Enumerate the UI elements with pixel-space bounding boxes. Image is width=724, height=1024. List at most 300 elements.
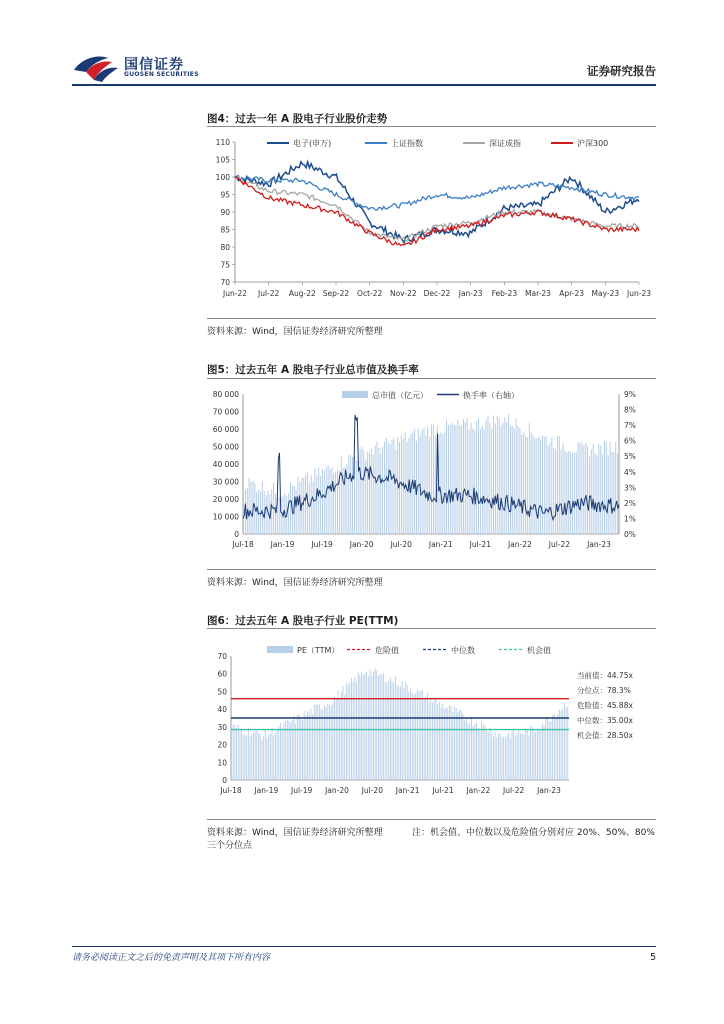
fig5-title: 图5：过去五年 A 股电子行业总市值及换手率 [207, 364, 419, 376]
logo-text-cn: 国信证券 [124, 57, 184, 73]
legend-label-ref-3: 机会值 [527, 646, 551, 655]
x-tick-label: Jul-20 [361, 786, 383, 795]
mkt-cap-bar [574, 453, 575, 534]
pe-bar [544, 725, 545, 780]
pe-bar [392, 681, 393, 780]
mkt-cap-bar [328, 465, 329, 534]
pe-bar [564, 703, 565, 780]
pe-bar [358, 673, 359, 780]
pe-bar [556, 717, 557, 780]
pe-bar [241, 729, 242, 780]
pe-bar [260, 734, 261, 780]
mkt-cap-bar [540, 440, 541, 534]
pe-bar [491, 734, 492, 780]
mkt-cap-bar [531, 432, 532, 535]
pe-bar [387, 683, 388, 780]
pe-bar [233, 725, 234, 781]
mkt-cap-bar [534, 438, 535, 534]
legend-label-1: 电子(申万) [293, 139, 332, 148]
fig5-bottom-rule [207, 569, 656, 570]
mkt-cap-bar [367, 452, 368, 534]
pe-bar [449, 705, 450, 780]
fig6-note: 注：机会值、中位数以及危险值分别对应 20%、50%、80% [412, 828, 655, 838]
pe-bar [373, 672, 374, 780]
mkt-cap-bar [510, 426, 511, 534]
mkt-cap-bar [472, 428, 473, 534]
mkt-cap-bar [275, 494, 276, 534]
mkt-cap-bar [341, 457, 342, 534]
pe-bar [339, 698, 340, 780]
pe-bar [483, 724, 484, 780]
y-tick-label: 30 [217, 722, 227, 732]
page-number: 5 [649, 952, 656, 963]
mkt-cap-bar [474, 430, 475, 534]
pe-bar [304, 711, 305, 780]
mkt-cap-bar [350, 455, 351, 534]
mkt-cap-bar [455, 426, 456, 535]
mkt-cap-bar [504, 417, 505, 534]
mkt-cap-bar [459, 426, 460, 534]
pe-bar [557, 714, 558, 780]
pe-bar [459, 710, 460, 780]
pe-bar [412, 693, 413, 780]
pe-bar [518, 731, 519, 781]
y2-tick-label: 3% [624, 483, 636, 493]
mkt-cap-bar [508, 414, 509, 534]
mkt-cap-bar [279, 497, 280, 534]
mkt-cap-bar [600, 446, 601, 535]
pe-bar [253, 732, 254, 780]
pe-bar [505, 737, 506, 780]
pe-bar [498, 734, 499, 781]
pe-bar [238, 725, 239, 780]
y2-tick-label: 2% [624, 498, 636, 508]
mkt-cap-bar [602, 454, 603, 534]
pe-bar [312, 714, 313, 780]
mkt-cap-bar [527, 437, 528, 534]
x-tick-label: Jul-19 [291, 786, 313, 795]
pe-bar [267, 738, 268, 780]
pe-bar [510, 739, 511, 780]
mkt-cap-bar [612, 452, 613, 534]
mkt-cap-bar [320, 476, 321, 534]
y-tick-label: 50 000 [212, 442, 239, 452]
mkt-cap-bar [544, 437, 545, 534]
pe-bar [295, 724, 296, 780]
mkt-cap-bar [572, 453, 573, 535]
pe-bar [349, 682, 350, 780]
x-tick-label: Nov-22 [389, 289, 417, 298]
mkt-cap-bar [478, 419, 479, 535]
pe-bar [316, 704, 317, 780]
pe-bar [501, 737, 502, 780]
mkt-cap-bar [491, 429, 492, 534]
mkt-cap-bar [585, 443, 586, 534]
pe-bar [512, 732, 513, 780]
pe-bar [458, 712, 459, 780]
pe-bar [415, 693, 416, 780]
pe-bar [272, 728, 273, 780]
mkt-cap-bar [495, 423, 496, 534]
pe-bar [356, 683, 357, 780]
mkt-cap-bar [378, 448, 379, 534]
pe-bar [463, 714, 464, 780]
mkt-cap-bar [546, 436, 547, 534]
x-tick-label: Jul-22 [503, 786, 525, 795]
y-tick-label: 70 [220, 278, 230, 287]
y-tick-label: 75 [220, 260, 230, 270]
pe-bar [294, 716, 295, 780]
x-tick-label: Jul-21 [432, 786, 454, 795]
x-tick-label: Jul-20 [390, 540, 412, 549]
pe-bar [554, 714, 555, 780]
mkt-cap-bar [440, 432, 441, 534]
mkt-cap-bar [446, 420, 447, 534]
mkt-cap-bar [595, 453, 596, 534]
pe-bar [275, 733, 276, 780]
mkt-cap-bar [608, 455, 609, 534]
y-tick-label: 80 [220, 243, 230, 252]
pe-bar [248, 728, 249, 780]
pe-bar [370, 670, 371, 780]
pe-bar [261, 740, 262, 780]
pe-bar [324, 706, 325, 781]
fig5-source: 资料来源：Wind，国信证券经济研究所整理 [207, 578, 383, 588]
fig4-top-rule [207, 126, 656, 127]
mkt-cap-bar [482, 426, 483, 534]
pe-bar [562, 709, 563, 780]
mkt-cap-bar [610, 442, 611, 534]
y-tick-label: 40 000 [212, 460, 239, 469]
pe-bar [280, 723, 281, 780]
fig5-top-rule [207, 378, 656, 379]
mkt-cap-bar [617, 453, 618, 534]
fig6-bottom-rule [207, 819, 656, 820]
y-tick-label: 60 [217, 669, 227, 679]
pe-bar [444, 709, 445, 780]
y-tick-label: 10 [217, 758, 227, 768]
y2-tick-label: 6% [624, 436, 636, 446]
mkt-cap-bar [493, 416, 494, 535]
x-tick-label: Jan-21 [395, 786, 420, 795]
mkt-cap-bar [589, 457, 590, 534]
mkt-cap-bar [519, 428, 520, 534]
mkt-cap-bar [606, 442, 607, 534]
mkt-cap-bar [324, 471, 325, 535]
mkt-cap-bar [580, 443, 581, 534]
pe-bar [403, 688, 404, 780]
pe-bar [307, 711, 308, 780]
pe-bar [481, 723, 482, 781]
mkt-cap-bar [555, 449, 556, 534]
pe-bar [353, 682, 354, 780]
x-tick-label: Jan-22 [507, 540, 532, 549]
pe-bar [461, 710, 462, 780]
mkt-cap-bar [514, 429, 515, 535]
mkt-cap-bar [452, 423, 453, 534]
pe-bar [561, 711, 562, 780]
pe-bar [527, 729, 528, 780]
y-tick-label: 100 [215, 173, 230, 182]
pe-bar [361, 671, 362, 780]
annotation-1: 当前值：44.75x [577, 671, 633, 680]
mkt-cap-bar [502, 423, 503, 534]
pe-bar [532, 727, 533, 780]
x-tick-label: Aug-22 [288, 289, 316, 298]
pe-bar [552, 715, 553, 780]
pe-bar [400, 686, 401, 780]
mkt-cap-bar [424, 428, 425, 534]
pe-bar [231, 728, 232, 780]
x-tick-label: Jan-21 [428, 540, 453, 549]
pe-bar [542, 724, 543, 780]
pe-bar [525, 728, 526, 780]
mkt-cap-bar [448, 425, 449, 534]
pe-bar [473, 726, 474, 780]
pe-bar [414, 695, 415, 780]
pe-bar [263, 736, 264, 780]
y-tick-label: 80 000 [212, 390, 239, 399]
legend-label-3: 深证成指 [489, 139, 521, 148]
legend-label-4: 沪深300 [577, 139, 609, 148]
mkt-cap-bar [497, 416, 498, 534]
mkt-cap-bar [480, 429, 481, 534]
pe-bar [456, 708, 457, 780]
pe-bar [468, 724, 469, 781]
mkt-cap-bar [442, 434, 443, 534]
pe-bar [424, 699, 425, 780]
mkt-cap-bar [465, 422, 466, 534]
pe-bar [500, 734, 501, 780]
mkt-cap-bar [384, 442, 385, 535]
mkt-cap-bar [433, 425, 434, 534]
pe-bar [522, 734, 523, 781]
mkt-cap-bar [251, 482, 252, 534]
mkt-cap-bar [435, 436, 436, 534]
pe-bar [528, 736, 529, 781]
pe-bar [283, 723, 284, 780]
mkt-cap-bar [427, 427, 428, 534]
y-tick-label: 85 [220, 225, 230, 235]
pe-bar [398, 687, 399, 780]
mkt-cap-bar [467, 418, 468, 534]
pe-bar [375, 668, 376, 780]
mkt-cap-bar [521, 435, 522, 534]
mkt-cap-bar [551, 437, 552, 534]
pe-bar [432, 702, 433, 780]
pe-bar [388, 681, 389, 781]
fig5-market-cap-chart [207, 384, 656, 552]
y-tick-label: 50 [217, 687, 227, 697]
pe-bar [343, 686, 344, 780]
mkt-cap-bar [333, 473, 334, 534]
pe-bar [442, 704, 443, 780]
mkt-cap-bar [538, 437, 539, 534]
pe-bar [338, 691, 339, 780]
y-tick-label: 20 [217, 740, 227, 750]
x-tick-label: Jan-19 [254, 786, 279, 795]
mkt-cap-bar [578, 443, 579, 535]
pe-bar [380, 674, 381, 780]
pe-bar [251, 734, 252, 780]
mkt-cap-bar [561, 449, 562, 534]
pe-bar [495, 732, 496, 780]
pe-bar [486, 731, 487, 780]
pe-bar [476, 723, 477, 780]
annotation-2: 分位点：78.3% [577, 686, 631, 695]
mkt-cap-bar [536, 439, 537, 534]
mkt-cap-bar [377, 442, 378, 534]
mkt-cap-bar [318, 467, 319, 534]
pe-bar [540, 730, 541, 781]
pe-bar [508, 733, 509, 780]
mkt-cap-bar [593, 444, 594, 534]
pe-bar [336, 698, 337, 780]
legend-label-line: 换手率（右轴） [463, 391, 519, 400]
mkt-cap-bar [598, 444, 599, 534]
pe-bar [493, 737, 494, 780]
mkt-cap-bar [303, 478, 304, 534]
mkt-cap-bar [405, 432, 406, 534]
y2-tick-label: 4% [624, 467, 636, 477]
mkt-cap-bar [542, 435, 543, 534]
pe-bar [250, 737, 251, 780]
pe-bar [268, 735, 269, 780]
mkt-cap-bar [380, 453, 381, 534]
mkt-cap-bar [330, 469, 331, 534]
pe-bar [321, 709, 322, 780]
pe-bar [246, 735, 247, 780]
mkt-cap-bar [375, 446, 376, 534]
mkt-cap-bar [256, 492, 257, 534]
pe-bar [376, 671, 377, 780]
mkt-cap-bar [565, 450, 566, 534]
pe-bar [277, 730, 278, 780]
x-tick-label: Feb-23 [491, 289, 518, 298]
x-tick-label: Jul-21 [469, 540, 491, 549]
pe-bar [488, 732, 489, 780]
pe-bar [539, 730, 540, 780]
pe-bar [402, 681, 403, 780]
mkt-cap-bar [501, 425, 502, 534]
pe-bar [309, 713, 310, 780]
pe-bar [393, 683, 394, 780]
x-tick-label: Jun-23 [627, 289, 651, 298]
x-tick-label: Jan-19 [270, 540, 295, 549]
annotation-3: 危险值：45.88x [577, 701, 633, 710]
pe-bar [490, 728, 491, 780]
guosen-logo [72, 50, 202, 84]
mkt-cap-bar [422, 430, 423, 534]
mkt-cap-bar [352, 457, 353, 534]
mkt-cap-bar [337, 470, 338, 534]
x-tick-label: Dec-22 [423, 289, 451, 298]
pe-bar [451, 706, 452, 780]
pe-bar [341, 692, 342, 780]
mkt-cap-bar [361, 446, 362, 534]
mkt-cap-bar [309, 483, 310, 534]
mkt-cap-bar [395, 450, 396, 534]
pe-bar [297, 715, 298, 780]
pe-bar [408, 692, 409, 780]
pe-bar [305, 716, 306, 780]
pe-bar [507, 735, 508, 780]
mkt-cap-bar [390, 444, 391, 534]
y-tick-label: 60 000 [212, 425, 239, 434]
mkt-cap-bar [369, 453, 370, 534]
mkt-cap-bar [296, 490, 297, 534]
pe-bar [273, 736, 274, 780]
pe-bar [437, 704, 438, 780]
legend-label-2: 上证指数 [391, 139, 423, 148]
mkt-cap-bar [298, 477, 299, 534]
mkt-cap-bar [373, 454, 374, 534]
fig6-source: 资料来源：Wind，国信证券经济研究所整理 [207, 828, 383, 838]
pe-bar [282, 729, 283, 780]
mkt-cap-bar [450, 425, 451, 534]
pe-bar [466, 718, 467, 780]
pe-bar [381, 675, 382, 780]
pe-bar [300, 719, 301, 780]
pe-bar [545, 717, 546, 780]
pe-bar [520, 734, 521, 781]
pe-bar [365, 673, 366, 780]
pe-bar [346, 683, 347, 780]
x-tick-label: May-23 [591, 289, 620, 298]
pe-bar [240, 729, 241, 780]
y2-tick-label: 1% [624, 514, 636, 524]
mkt-cap-bar [266, 495, 267, 534]
pe-bar [258, 733, 259, 780]
mkt-cap-bar [583, 446, 584, 534]
pe-bar [530, 726, 531, 780]
mkt-cap-bar [553, 448, 554, 534]
pe-bar [354, 677, 355, 780]
pe-bar [478, 728, 479, 780]
x-tick-label: Jan-22 [466, 786, 491, 795]
pe-bar [479, 730, 480, 780]
x-tick-label: Jan-23 [537, 786, 561, 795]
pe-bar [513, 728, 514, 780]
legend-swatch-bar [342, 391, 368, 398]
annotation-5: 机会值：28.50x [577, 731, 633, 740]
mkt-cap-bar [548, 446, 549, 534]
legend-label-bar: 总市值（亿元） [372, 391, 428, 400]
mkt-cap-bar [454, 424, 455, 534]
mkt-cap-bar [529, 423, 530, 534]
mkt-cap-bar [604, 440, 605, 534]
mkt-cap-bar [360, 449, 361, 534]
pe-bar [535, 732, 536, 780]
mkt-cap-bar [392, 440, 393, 534]
pe-bar [429, 703, 430, 780]
mkt-cap-bar [249, 478, 250, 534]
mkt-cap-bar [271, 489, 272, 534]
pe-bar [327, 703, 328, 780]
legend-label-ref-1: 危险值 [375, 646, 399, 655]
mkt-cap-bar [316, 476, 317, 534]
pe-bar [234, 725, 235, 780]
mkt-cap-bar [363, 450, 364, 534]
mkt-cap-bar [322, 469, 323, 534]
x-tick-label: Sep-22 [322, 289, 350, 298]
x-tick-label: Jul-22 [258, 289, 280, 298]
x-tick-label: Jan-20 [349, 540, 374, 549]
mkt-cap-bar [566, 453, 567, 534]
mkt-cap-bar [523, 433, 524, 534]
mkt-cap-bar [371, 449, 372, 534]
y2-tick-label: 9% [624, 390, 636, 399]
